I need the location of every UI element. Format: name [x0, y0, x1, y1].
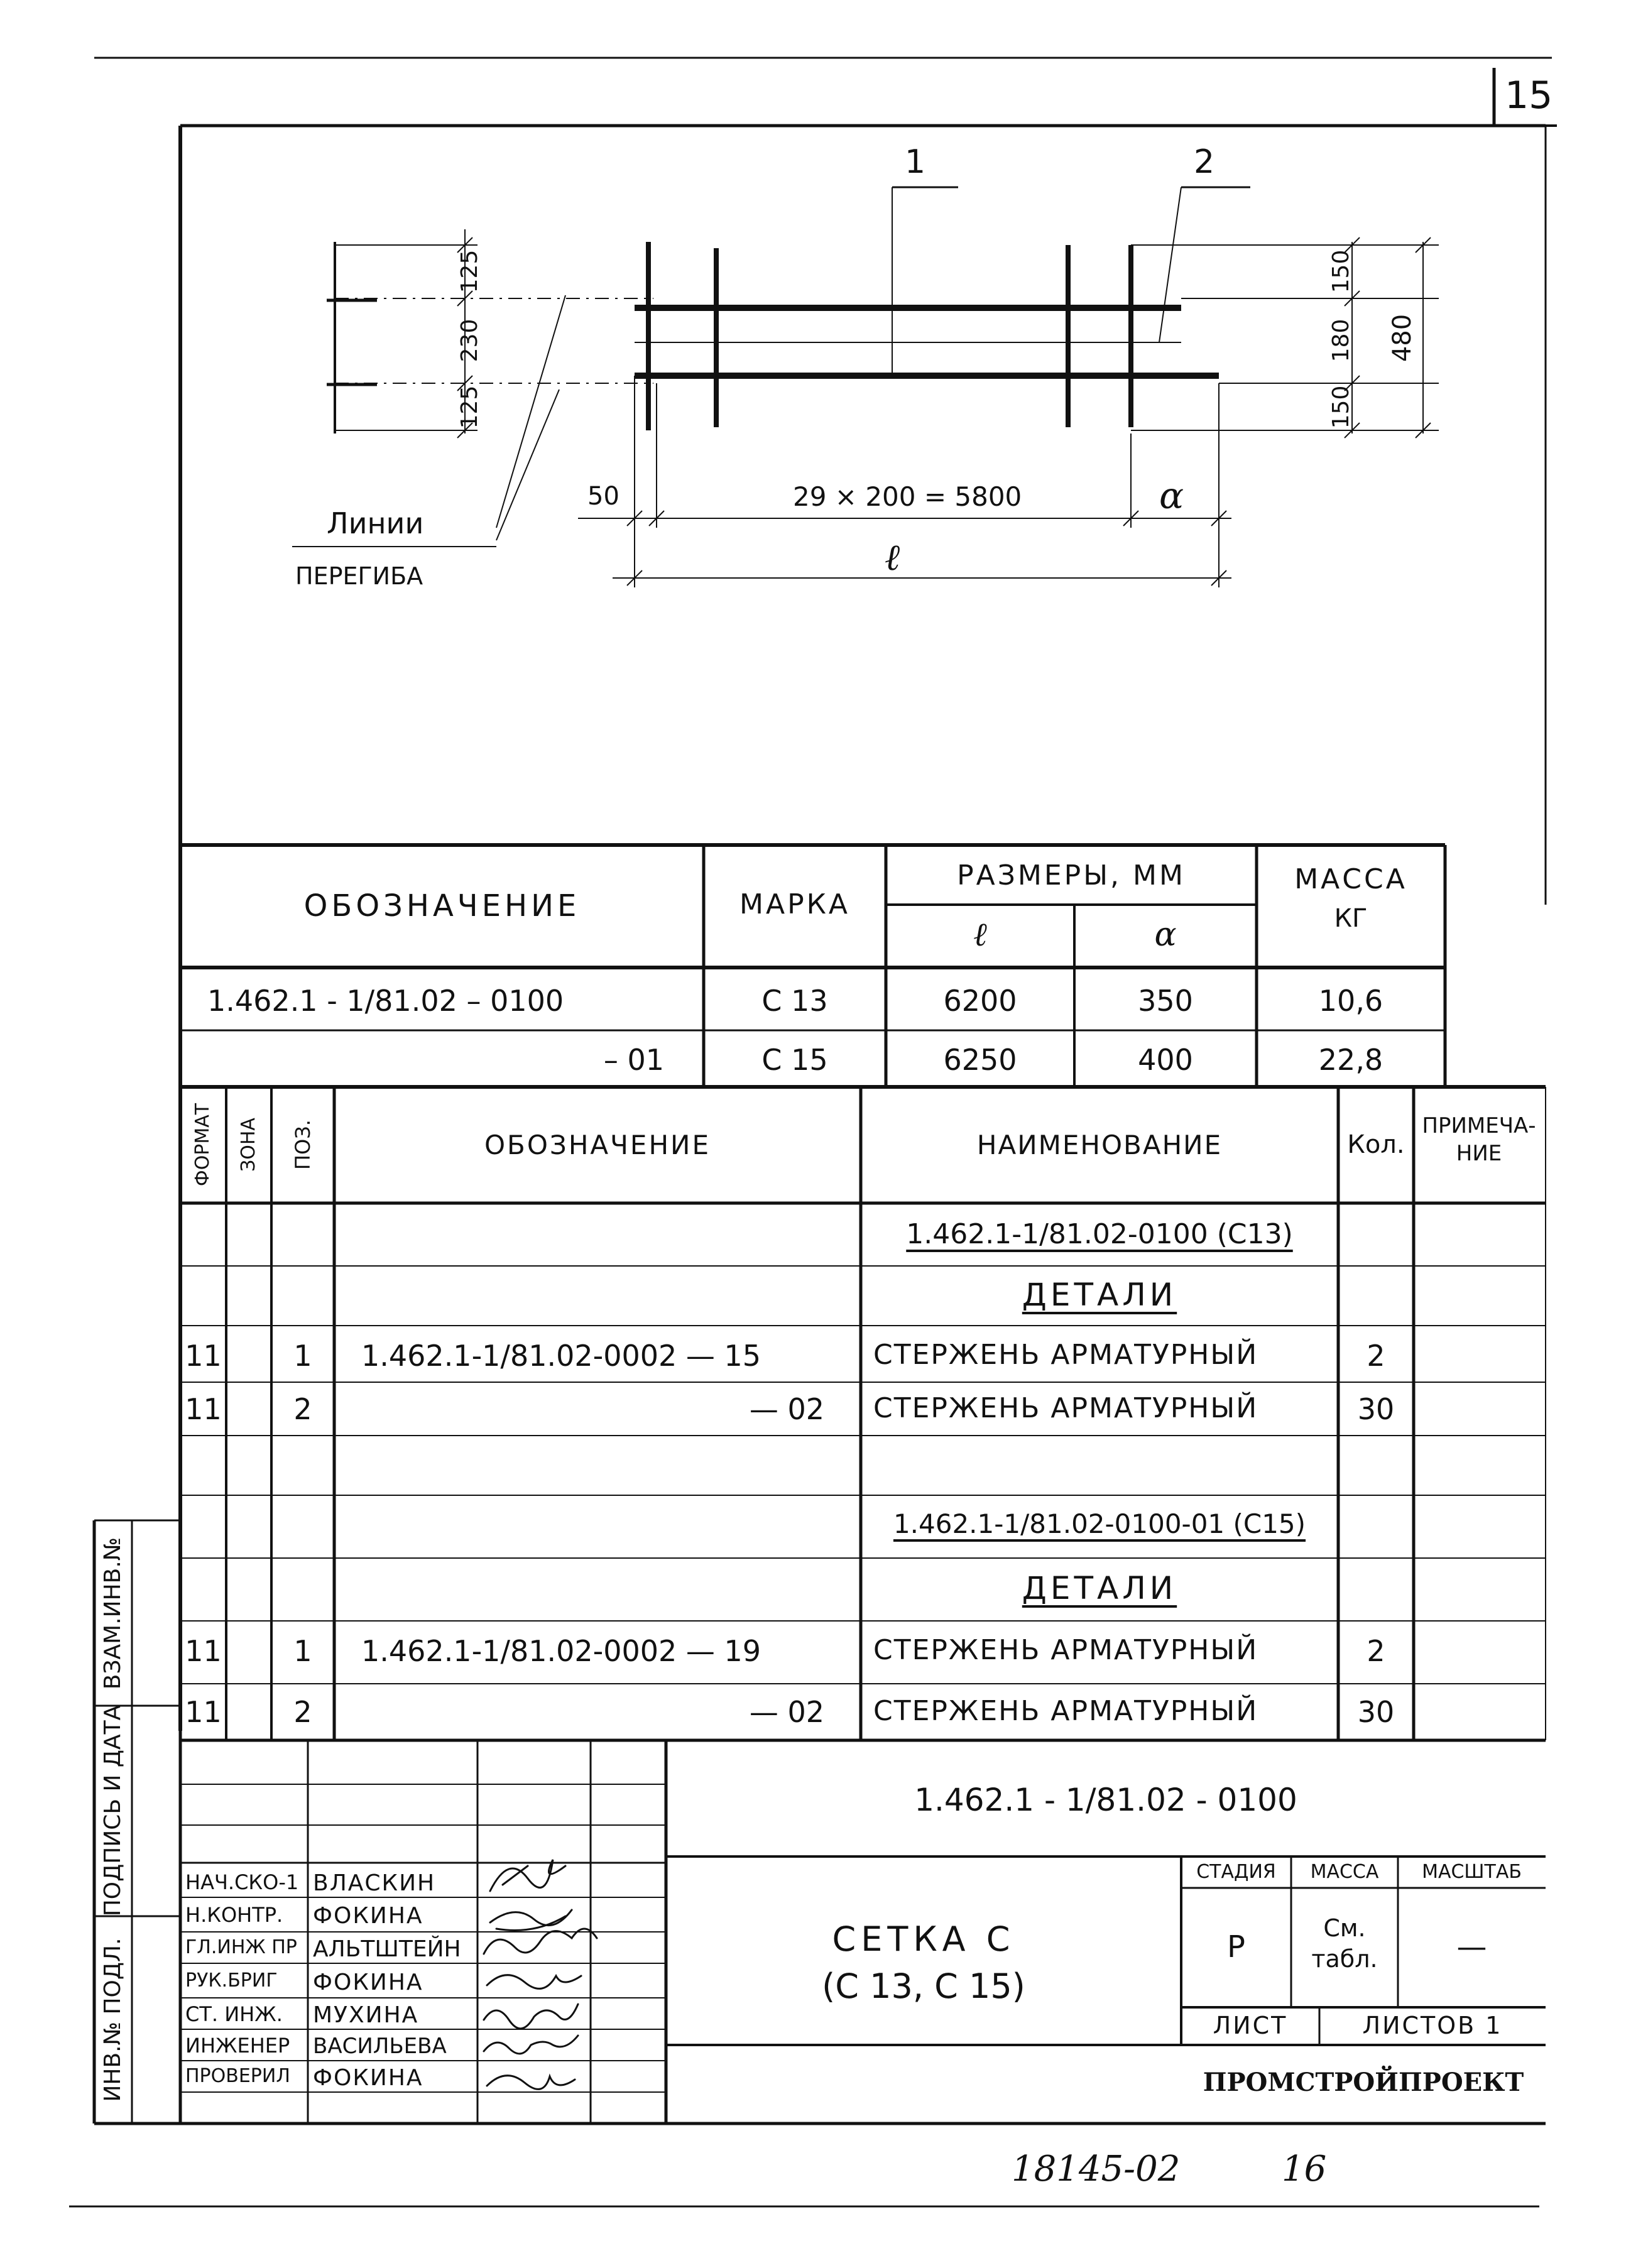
spec-row-name: СТЕРЖЕНЬ АРМАТУРНЫЙ: [873, 1695, 1258, 1727]
dim-span: 29 × 200 = 5800: [793, 481, 1022, 512]
mass-label: МАССА: [1310, 1861, 1379, 1883]
mark-row-2-mass: 22,8: [1318, 1043, 1383, 1077]
spec-row-name: СТЕРЖЕНЬ АРМАТУРНЫЙ: [873, 1634, 1258, 1666]
organization-name: ПРОМСТРОЙПРОЕКТ: [1203, 2068, 1524, 2097]
stamp-signature-date: ПОДПИСЬ И ДАТА: [100, 1704, 126, 1917]
left-dim-230: 230: [457, 319, 483, 363]
dim-50: 50: [587, 482, 619, 511]
mark-table-header-mass: МАССА: [1294, 863, 1407, 895]
mass-value: См. табл.: [1311, 1914, 1378, 1973]
spec-header-qty: Кол.: [1347, 1130, 1405, 1159]
stage-value: Р: [1227, 1929, 1245, 1965]
mark-table-header-designation: ОБОЗНАЧЕНИЕ: [303, 888, 581, 924]
right-dim-150-top: 150: [1328, 249, 1354, 293]
scale-value: —: [1456, 1929, 1487, 1965]
spec-row-pos: 1: [293, 1339, 312, 1373]
mark-row-2-mark: С 15: [761, 1043, 828, 1077]
spec-row-qty: 2: [1367, 1634, 1385, 1668]
spec-row-pos: 2: [293, 1695, 312, 1729]
spec-row-designation: 1.462.1-1/81.02-0002 — 15: [361, 1339, 761, 1373]
stamp-replaced-inv: ВЗАМ.ИНВ.№: [100, 1537, 126, 1690]
document-title-line-2: (С 13, С 15): [822, 1966, 1025, 2006]
document-title-line-1: СЕТКА С: [832, 1919, 1015, 1959]
footer-doc-number: 18145-02: [1012, 2149, 1181, 2189]
person-role: НАЧ.СКО-1: [185, 1870, 299, 1894]
scale-label: МАСШТАБ: [1422, 1861, 1522, 1883]
spec-row-format: 11: [185, 1634, 222, 1668]
mark-table-header-mass-unit: КГ: [1334, 904, 1368, 933]
mark-table-header-sizes: РАЗМЕРЫ, ММ: [957, 859, 1186, 891]
person-name: ВАСИЛЬЕВА: [313, 2034, 447, 2059]
spec-header-name: НАИМЕНОВАНИЕ: [976, 1130, 1223, 1160]
spec-header-pos: ПОЗ.: [291, 1120, 315, 1170]
person-role: Н.КОНТР.: [185, 1903, 283, 1927]
spec-row-format: 11: [185, 1695, 222, 1729]
person-name: ФОКИНА: [313, 1970, 423, 1995]
mark-row-2-l: 6250: [943, 1043, 1017, 1077]
stage-label: СТАДИЯ: [1196, 1861, 1276, 1883]
spec-row-designation: — 02: [749, 1695, 824, 1729]
mark-row-1-mark: С 13: [761, 984, 828, 1018]
spec-details-heading-1: ДЕТАЛИ: [1022, 1277, 1177, 1313]
dim-a: α: [1159, 474, 1184, 517]
spec-header-format: ФОРМАТ: [192, 1103, 214, 1187]
spec-header-note: ПРИМЕЧА-НИЕ: [1422, 1113, 1536, 1167]
bend-lines-label-2: ПЕРЕГИБА: [295, 562, 423, 590]
spec-row-name: СТЕРЖЕНЬ АРМАТУРНЫЙ: [873, 1339, 1258, 1371]
right-dim-150-bottom: 150: [1328, 385, 1354, 429]
person-role: РУК.БРИГ: [185, 1970, 278, 1992]
mark-table-header-a: α: [1154, 916, 1177, 954]
right-dim-480: 480: [1388, 313, 1417, 363]
spec-row-pos: 2: [293, 1392, 312, 1426]
mark-table-header-mark: МАРКА: [739, 888, 850, 920]
mark-row-1-l: 6200: [943, 984, 1017, 1018]
spec-row-qty: 30: [1357, 1392, 1395, 1426]
person-name: ФОКИНА: [313, 1903, 423, 1929]
spec-row-qty: 2: [1367, 1339, 1385, 1373]
callout-2: 2: [1194, 143, 1215, 181]
spec-row-name: СТЕРЖЕНЬ АРМАТУРНЫЙ: [873, 1392, 1258, 1424]
mark-table-header-l: ℓ: [973, 916, 987, 954]
document-code: 1.462.1 - 1/81.02 - 0100: [914, 1782, 1297, 1818]
person-role: ГЛ.ИНЖ ПР: [185, 1936, 297, 1958]
sheets-label: ЛИСТОВ 1: [1362, 2012, 1503, 2039]
spec-section-title-c15: 1.462.1-1/81.02-0100-01 (С15): [893, 1508, 1306, 1539]
mark-row-1-mass: 10,6: [1318, 984, 1383, 1018]
spec-header-zone: ЗОНА: [237, 1118, 259, 1172]
spec-row-designation: — 02: [749, 1392, 824, 1426]
spec-row-qty: 30: [1357, 1695, 1395, 1729]
dim-l: ℓ: [885, 536, 900, 579]
spec-row-format: 11: [185, 1392, 222, 1426]
stamp-inv-number: ИНВ.№ ПОДЛ.: [100, 1938, 126, 2102]
mark-row-1-designation: 1.462.1 - 1/81.02 – 0100: [207, 984, 564, 1018]
right-dim-180: 180: [1328, 319, 1354, 363]
spec-section-title-c13: 1.462.1-1/81.02-0100 (С13): [906, 1218, 1293, 1250]
spec-row-designation: 1.462.1-1/81.02-0002 — 19: [361, 1634, 761, 1668]
person-name: АЛЬТШТЕЙН: [313, 1936, 461, 1962]
mark-row-2-a: 400: [1138, 1043, 1193, 1077]
spec-row-format: 11: [185, 1339, 222, 1373]
callout-1: 1: [905, 143, 926, 181]
footer-page-number: 16: [1282, 2149, 1327, 2189]
mark-row-1-a: 350: [1138, 984, 1193, 1018]
left-dim-125-bottom: 125: [457, 385, 483, 429]
person-name: ВЛАСКИН: [313, 1870, 436, 1896]
mark-row-2-designation: – 01: [603, 1043, 664, 1077]
person-name: МУХИНА: [313, 2002, 419, 2028]
bend-lines-label-1: Линии: [327, 506, 424, 540]
person-role: СТ. ИНЖ.: [185, 2002, 283, 2026]
sheet-label: ЛИСТ: [1213, 2012, 1288, 2039]
spec-details-heading-2: ДЕТАЛИ: [1022, 1570, 1177, 1606]
person-role: ПРОВЕРИЛ: [185, 2065, 290, 2087]
person-role: ИНЖЕНЕР: [185, 2034, 290, 2058]
spec-header-designation: ОБОЗНАЧЕНИЕ: [484, 1130, 711, 1160]
sheet-number: 15: [1505, 74, 1553, 117]
spec-row-pos: 1: [293, 1634, 312, 1668]
left-dim-125-top: 125: [457, 249, 483, 293]
person-name: ФОКИНА: [313, 2065, 423, 2091]
